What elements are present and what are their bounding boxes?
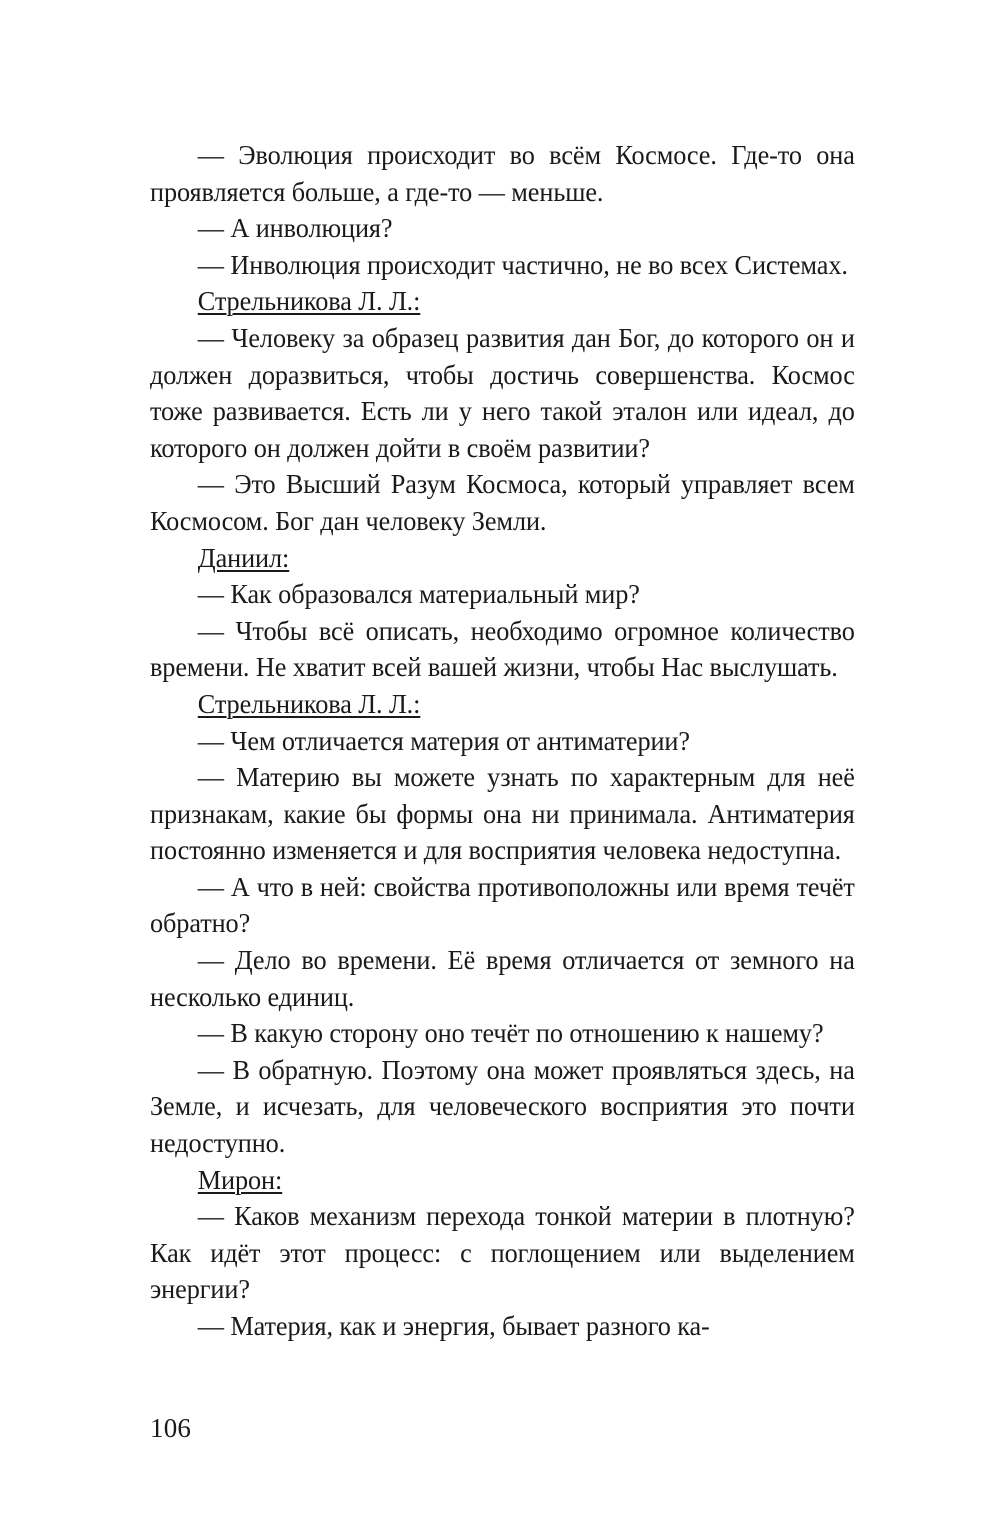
speaker-label <box>150 540 855 577</box>
dialogue-paragraph: — А инволюция? <box>197 212 393 244</box>
page-number: 106 <box>150 1413 192 1443</box>
dialogue-paragraph: — Человеку за образец развития дан Бог, до которого он и должен доразвиться, чтобы достичь совершенства. Космос тоже развивается. Есть ли у него такой эталон или идеал, до которого он должен дойти в своём развитии? <box>150 321 855 463</box>
dialogue-paragraph: — В обратную. Поэтому она может проявляться здесь, на Земле, и исчезать, для человеческого восприятия это почти недоступно. <box>150 1053 855 1159</box>
speaker-name: Даниил: <box>197 541 290 573</box>
speaker-label <box>150 686 855 723</box>
dialogue-paragraph: — Чем отличается материя от антиматерии? <box>197 724 690 756</box>
dialogue-paragraph: — Материю вы можете узнать по характерным для неё признакам, какие бы формы она ни принимала. Антиматерия постоянно изменяется и для восприятия человека недоступна. <box>150 761 855 866</box>
speaker-label <box>150 1162 855 1199</box>
page-text-column <box>150 137 888 1345</box>
dialogue-paragraph: — А что в ней: свойства противоположны или время течёт обратно? <box>150 870 855 939</box>
speaker-name: Стрельникова Л. Л.: <box>197 687 421 719</box>
dialogue-paragraph: — Чтобы всё описать, необходимо огромное количество времени. Не хватит всей вашей жизни, чтобы Нас выслушать. <box>150 614 855 683</box>
dialogue-paragraph: — Инволюция происходит частично, не во всех Системах. <box>197 248 848 280</box>
dialogue-paragraph: — Эволюция происходит во всём Космосе. Где-то она проявляется больше, а где-то — меньше. <box>150 139 855 207</box>
dialogue-paragraph: — Это Высший Разум Космоса, который управляет всем Космосом. Бог дан человеку Земли. <box>150 468 855 536</box>
dialogue-paragraph: — В какую сторону оно течёт по отношению к нашему? <box>197 1017 824 1049</box>
speaker-name: Стрельникова Л. Л.: <box>197 285 421 317</box>
speaker-label <box>150 283 855 320</box>
dialogue-paragraph: — Материя, как и энергия, бывает разного ка- <box>197 1310 710 1341</box>
speaker-name: Мирон: <box>197 1163 283 1195</box>
dialogue-paragraph: — Дело во времени. Её время отличается от земного на несколько единиц. <box>150 944 855 1012</box>
dialogue-paragraph: — Каков механизм перехода тонкой материи в плотную? Как идёт этот процесс: с поглощением или выделением энергии? <box>150 1200 855 1305</box>
dialogue-paragraph: — Как образовался материальный мир? <box>197 578 640 610</box>
